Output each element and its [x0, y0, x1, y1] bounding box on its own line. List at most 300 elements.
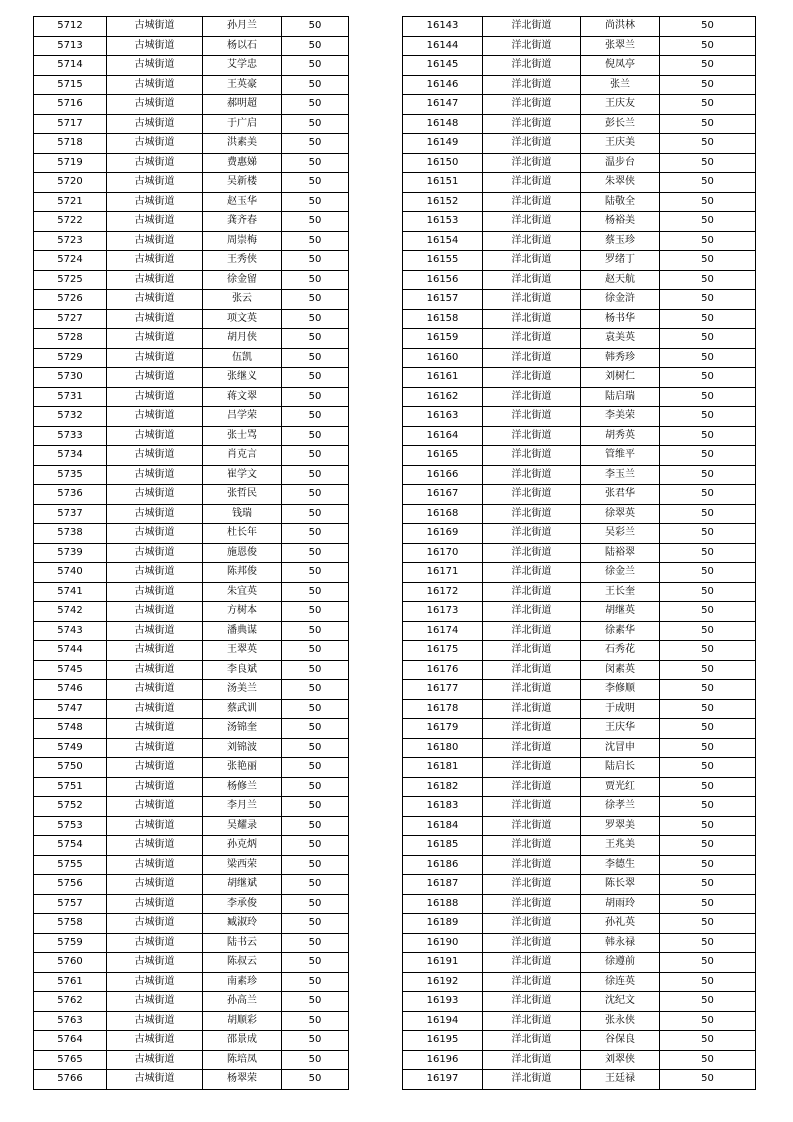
name-cell: 吴彩兰	[581, 524, 660, 544]
serial-number-cell: 16171	[403, 563, 483, 583]
amount-cell: 50	[660, 75, 756, 95]
serial-number-cell: 5746	[34, 680, 107, 700]
table-row	[34, 251, 349, 271]
name-cell: 温步台	[581, 153, 660, 173]
name-cell: 徐金浒	[581, 290, 660, 310]
street-cell: 洋北街道	[483, 17, 581, 37]
street-cell: 古城街道	[107, 134, 203, 154]
name-cell: 刘翠侠	[581, 1050, 660, 1070]
serial-number-cell: 16148	[403, 114, 483, 134]
table-row	[34, 621, 349, 641]
name-cell: 徐金兰	[581, 563, 660, 583]
name-cell: 郝明超	[203, 95, 282, 115]
street-cell: 洋北街道	[483, 797, 581, 817]
serial-number-cell: 5718	[34, 134, 107, 154]
street-cell: 洋北街道	[483, 56, 581, 76]
serial-number-cell: 16197	[403, 1070, 483, 1090]
name-cell: 李德生	[581, 855, 660, 875]
serial-number-cell: 5765	[34, 1050, 107, 1070]
name-cell: 倪凤亭	[581, 56, 660, 76]
serial-number-cell: 5740	[34, 563, 107, 583]
name-cell: 朱翠侠	[581, 173, 660, 193]
serial-number-cell: 5751	[34, 777, 107, 797]
street-cell: 古城街道	[107, 251, 203, 271]
name-cell: 管维平	[581, 446, 660, 466]
serial-number-cell: 16196	[403, 1050, 483, 1070]
serial-number-cell: 16145	[403, 56, 483, 76]
street-cell: 古城街道	[107, 75, 203, 95]
street-cell: 古城街道	[107, 56, 203, 76]
street-cell: 洋北街道	[483, 621, 581, 641]
serial-number-cell: 5725	[34, 270, 107, 290]
street-cell: 古城街道	[107, 621, 203, 641]
amount-cell: 50	[282, 582, 349, 602]
street-cell: 洋北街道	[483, 816, 581, 836]
street-cell: 洋北街道	[483, 680, 581, 700]
table-row	[403, 348, 756, 368]
amount-cell: 50	[282, 1031, 349, 1051]
serial-number-cell: 5712	[34, 17, 107, 37]
name-cell: 陈培凤	[203, 1050, 282, 1070]
street-cell: 古城街道	[107, 309, 203, 329]
table-row	[403, 758, 756, 778]
amount-cell: 50	[660, 1070, 756, 1090]
name-cell: 杨翠荣	[203, 1070, 282, 1090]
amount-cell: 50	[282, 758, 349, 778]
amount-cell: 50	[660, 231, 756, 251]
amount-cell: 50	[282, 36, 349, 56]
street-cell: 古城街道	[107, 290, 203, 310]
name-cell: 钱瑞	[203, 504, 282, 524]
street-cell: 洋北街道	[483, 582, 581, 602]
street-cell: 古城街道	[107, 407, 203, 427]
serial-number-cell: 16144	[403, 36, 483, 56]
table-row	[34, 992, 349, 1012]
amount-cell: 50	[660, 95, 756, 115]
table-row	[34, 36, 349, 56]
serial-number-cell: 16185	[403, 836, 483, 856]
name-cell: 蔡玉珍	[581, 231, 660, 251]
name-cell: 李月兰	[203, 797, 282, 817]
name-cell: 王庆华	[581, 719, 660, 739]
table-row	[34, 17, 349, 37]
amount-cell: 50	[660, 660, 756, 680]
table-row	[34, 1050, 349, 1070]
amount-cell: 50	[282, 348, 349, 368]
street-cell: 古城街道	[107, 992, 203, 1012]
serial-number-cell: 16193	[403, 992, 483, 1012]
amount-cell: 50	[660, 933, 756, 953]
table-row	[403, 504, 756, 524]
name-cell: 洪素美	[203, 134, 282, 154]
amount-cell: 50	[660, 290, 756, 310]
serial-number-cell: 5733	[34, 426, 107, 446]
left-roster-body	[34, 17, 349, 1090]
table-row	[34, 56, 349, 76]
amount-cell: 50	[660, 153, 756, 173]
table-row	[403, 1031, 756, 1051]
street-cell: 洋北街道	[483, 290, 581, 310]
name-cell: 汤锦奎	[203, 719, 282, 739]
right-roster-table	[402, 16, 756, 1090]
name-cell: 徐翠英	[581, 504, 660, 524]
name-cell: 杨裕美	[581, 212, 660, 232]
table-row	[34, 1011, 349, 1031]
table-row	[34, 855, 349, 875]
serial-number-cell: 5744	[34, 641, 107, 661]
table-row	[34, 173, 349, 193]
table-row	[34, 875, 349, 895]
table-row	[403, 543, 756, 563]
amount-cell: 50	[660, 524, 756, 544]
amount-cell: 50	[282, 387, 349, 407]
street-cell: 洋北街道	[483, 894, 581, 914]
street-cell: 古城街道	[107, 914, 203, 934]
street-cell: 古城街道	[107, 504, 203, 524]
table-row	[34, 368, 349, 388]
name-cell: 周崇梅	[203, 231, 282, 251]
serial-number-cell: 5736	[34, 485, 107, 505]
street-cell: 洋北街道	[483, 36, 581, 56]
street-cell: 洋北街道	[483, 992, 581, 1012]
amount-cell: 50	[660, 836, 756, 856]
name-cell: 张艳丽	[203, 758, 282, 778]
serial-number-cell: 16172	[403, 582, 483, 602]
street-cell: 洋北街道	[483, 602, 581, 622]
table-row	[403, 251, 756, 271]
serial-number-cell: 16153	[403, 212, 483, 232]
serial-number-cell: 16160	[403, 348, 483, 368]
amount-cell: 50	[660, 212, 756, 232]
street-cell: 古城街道	[107, 426, 203, 446]
table-row	[34, 914, 349, 934]
table-row	[34, 1031, 349, 1051]
table-row	[403, 114, 756, 134]
table-row	[34, 738, 349, 758]
serial-number-cell: 16194	[403, 1011, 483, 1031]
table-row	[34, 504, 349, 524]
serial-number-cell: 5716	[34, 95, 107, 115]
street-cell: 古城街道	[107, 114, 203, 134]
street-cell: 古城街道	[107, 738, 203, 758]
right-roster-body	[403, 17, 756, 1090]
serial-number-cell: 5750	[34, 758, 107, 778]
amount-cell: 50	[282, 602, 349, 622]
table-row	[34, 524, 349, 544]
amount-cell: 50	[282, 641, 349, 661]
serial-number-cell: 16146	[403, 75, 483, 95]
serial-number-cell: 5730	[34, 368, 107, 388]
name-cell: 陆敬全	[581, 192, 660, 212]
serial-number-cell: 16167	[403, 485, 483, 505]
table-row	[403, 992, 756, 1012]
name-cell: 张兰	[581, 75, 660, 95]
table-row	[34, 75, 349, 95]
street-cell: 古城街道	[107, 777, 203, 797]
name-cell: 赵天航	[581, 270, 660, 290]
serial-number-cell: 5728	[34, 329, 107, 349]
amount-cell: 50	[282, 524, 349, 544]
street-cell: 古城街道	[107, 231, 203, 251]
name-cell: 袁美英	[581, 329, 660, 349]
amount-cell: 50	[660, 192, 756, 212]
street-cell: 洋北街道	[483, 504, 581, 524]
name-cell: 王庆美	[581, 134, 660, 154]
table-row	[403, 270, 756, 290]
street-cell: 洋北街道	[483, 465, 581, 485]
table-row	[34, 836, 349, 856]
name-cell: 龚齐春	[203, 212, 282, 232]
amount-cell: 50	[282, 309, 349, 329]
street-cell: 洋北街道	[483, 660, 581, 680]
table-row	[34, 777, 349, 797]
name-cell: 韩秀珍	[581, 348, 660, 368]
serial-number-cell: 5757	[34, 894, 107, 914]
street-cell: 古城街道	[107, 524, 203, 544]
serial-number-cell: 16178	[403, 699, 483, 719]
street-cell: 古城街道	[107, 348, 203, 368]
amount-cell: 50	[660, 134, 756, 154]
name-cell: 朱宜英	[203, 582, 282, 602]
serial-number-cell: 16157	[403, 290, 483, 310]
table-row	[403, 17, 756, 37]
amount-cell: 50	[282, 914, 349, 934]
table-row	[403, 953, 756, 973]
serial-number-cell: 16190	[403, 933, 483, 953]
table-row	[403, 641, 756, 661]
name-cell: 杨书华	[581, 309, 660, 329]
serial-number-cell: 5713	[34, 36, 107, 56]
serial-number-cell: 5738	[34, 524, 107, 544]
name-cell: 梁西荣	[203, 855, 282, 875]
amount-cell: 50	[660, 797, 756, 817]
table-row	[403, 680, 756, 700]
amount-cell: 50	[282, 407, 349, 427]
street-cell: 古城街道	[107, 387, 203, 407]
street-cell: 洋北街道	[483, 212, 581, 232]
name-cell: 李良斌	[203, 660, 282, 680]
amount-cell: 50	[282, 114, 349, 134]
table-row	[34, 719, 349, 739]
table-row	[34, 680, 349, 700]
amount-cell: 50	[660, 504, 756, 524]
table-row	[403, 914, 756, 934]
table-row	[403, 329, 756, 349]
name-cell: 吴耀录	[203, 816, 282, 836]
amount-cell: 50	[660, 426, 756, 446]
name-cell: 徐孝兰	[581, 797, 660, 817]
name-cell: 李承俊	[203, 894, 282, 914]
name-cell: 王翠英	[203, 641, 282, 661]
serial-number-cell: 5743	[34, 621, 107, 641]
serial-number-cell: 16187	[403, 875, 483, 895]
amount-cell: 50	[282, 1070, 349, 1090]
table-row	[403, 465, 756, 485]
amount-cell: 50	[660, 348, 756, 368]
street-cell: 洋北街道	[483, 75, 581, 95]
amount-cell: 50	[660, 407, 756, 427]
serial-number-cell: 5739	[34, 543, 107, 563]
table-row	[403, 56, 756, 76]
amount-cell: 50	[282, 212, 349, 232]
street-cell: 洋北街道	[483, 446, 581, 466]
name-cell: 杨修兰	[203, 777, 282, 797]
serial-number-cell: 16159	[403, 329, 483, 349]
street-cell: 洋北街道	[483, 641, 581, 661]
street-cell: 古城街道	[107, 192, 203, 212]
table-row	[403, 153, 756, 173]
amount-cell: 50	[660, 992, 756, 1012]
table-row	[403, 738, 756, 758]
amount-cell: 50	[660, 17, 756, 37]
serial-number-cell: 16189	[403, 914, 483, 934]
street-cell: 古城街道	[107, 933, 203, 953]
amount-cell: 50	[282, 192, 349, 212]
serial-number-cell: 5762	[34, 992, 107, 1012]
serial-number-cell: 16143	[403, 17, 483, 37]
name-cell: 徐连英	[581, 972, 660, 992]
name-cell: 王庆友	[581, 95, 660, 115]
serial-number-cell: 16181	[403, 758, 483, 778]
left-roster-table	[33, 16, 349, 1090]
amount-cell: 50	[282, 290, 349, 310]
name-cell: 张永侠	[581, 1011, 660, 1031]
serial-number-cell: 16191	[403, 953, 483, 973]
serial-number-cell: 16147	[403, 95, 483, 115]
table-row	[403, 95, 756, 115]
amount-cell: 50	[282, 738, 349, 758]
street-cell: 洋北街道	[483, 953, 581, 973]
name-cell: 刘树仁	[581, 368, 660, 388]
name-cell: 费惠娣	[203, 153, 282, 173]
table-row	[403, 582, 756, 602]
table-row	[403, 875, 756, 895]
serial-number-cell: 5758	[34, 914, 107, 934]
table-row	[403, 816, 756, 836]
street-cell: 洋北街道	[483, 348, 581, 368]
table-row	[34, 114, 349, 134]
name-cell: 王廷禄	[581, 1070, 660, 1090]
table-row	[403, 426, 756, 446]
table-row	[34, 933, 349, 953]
street-cell: 洋北街道	[483, 1070, 581, 1090]
street-cell: 古城街道	[107, 270, 203, 290]
table-row	[403, 894, 756, 914]
serial-number-cell: 5717	[34, 114, 107, 134]
name-cell: 汤美兰	[203, 680, 282, 700]
amount-cell: 50	[660, 680, 756, 700]
name-cell: 罗翠美	[581, 816, 660, 836]
name-cell: 陆裕翠	[581, 543, 660, 563]
amount-cell: 50	[660, 855, 756, 875]
table-row	[34, 212, 349, 232]
table-row	[34, 426, 349, 446]
name-cell: 王长奎	[581, 582, 660, 602]
table-row	[34, 231, 349, 251]
table-row	[403, 192, 756, 212]
name-cell: 胡继英	[581, 602, 660, 622]
name-cell: 徐金留	[203, 270, 282, 290]
name-cell: 胡月侠	[203, 329, 282, 349]
street-cell: 洋北街道	[483, 153, 581, 173]
street-cell: 古城街道	[107, 758, 203, 778]
street-cell: 古城街道	[107, 485, 203, 505]
table-row	[403, 855, 756, 875]
table-row	[34, 894, 349, 914]
amount-cell: 50	[660, 543, 756, 563]
amount-cell: 50	[282, 17, 349, 37]
amount-cell: 50	[282, 972, 349, 992]
amount-cell: 50	[282, 1011, 349, 1031]
table-row	[34, 192, 349, 212]
street-cell: 洋北街道	[483, 1011, 581, 1031]
amount-cell: 50	[660, 719, 756, 739]
name-cell: 臧淑玲	[203, 914, 282, 934]
name-cell: 孙礼英	[581, 914, 660, 934]
street-cell: 洋北街道	[483, 719, 581, 739]
name-cell: 陈邦俊	[203, 563, 282, 583]
street-cell: 洋北街道	[483, 251, 581, 271]
serial-number-cell: 5754	[34, 836, 107, 856]
table-row	[403, 719, 756, 739]
street-cell: 洋北街道	[483, 699, 581, 719]
amount-cell: 50	[282, 231, 349, 251]
table-row	[403, 1050, 756, 1070]
name-cell: 李美荣	[581, 407, 660, 427]
table-row	[403, 407, 756, 427]
serial-number-cell: 16170	[403, 543, 483, 563]
street-cell: 洋北街道	[483, 309, 581, 329]
serial-number-cell: 5720	[34, 173, 107, 193]
amount-cell: 50	[660, 1031, 756, 1051]
table-row	[403, 134, 756, 154]
serial-number-cell: 5766	[34, 1070, 107, 1090]
amount-cell: 50	[660, 1050, 756, 1070]
serial-number-cell: 16169	[403, 524, 483, 544]
name-cell: 杨以石	[203, 36, 282, 56]
name-cell: 罗绪丁	[581, 251, 660, 271]
table-row	[34, 953, 349, 973]
table-row	[403, 36, 756, 56]
street-cell: 洋北街道	[483, 270, 581, 290]
table-row	[403, 563, 756, 583]
table-row	[34, 309, 349, 329]
street-cell: 古城街道	[107, 36, 203, 56]
amount-cell: 50	[660, 56, 756, 76]
street-cell: 古城街道	[107, 173, 203, 193]
street-cell: 洋北街道	[483, 426, 581, 446]
amount-cell: 50	[282, 329, 349, 349]
name-cell: 张君华	[581, 485, 660, 505]
serial-number-cell: 5719	[34, 153, 107, 173]
serial-number-cell: 5755	[34, 855, 107, 875]
street-cell: 古城街道	[107, 95, 203, 115]
street-cell: 古城街道	[107, 641, 203, 661]
name-cell: 肖克言	[203, 446, 282, 466]
name-cell: 胡秀英	[581, 426, 660, 446]
table-row	[403, 173, 756, 193]
serial-number-cell: 16186	[403, 855, 483, 875]
street-cell: 洋北街道	[483, 387, 581, 407]
table-row	[34, 641, 349, 661]
name-cell: 韩永禄	[581, 933, 660, 953]
serial-number-cell: 5721	[34, 192, 107, 212]
serial-number-cell: 16164	[403, 426, 483, 446]
table-row	[403, 699, 756, 719]
name-cell: 胡雨玲	[581, 894, 660, 914]
amount-cell: 50	[660, 173, 756, 193]
street-cell: 洋北街道	[483, 95, 581, 115]
